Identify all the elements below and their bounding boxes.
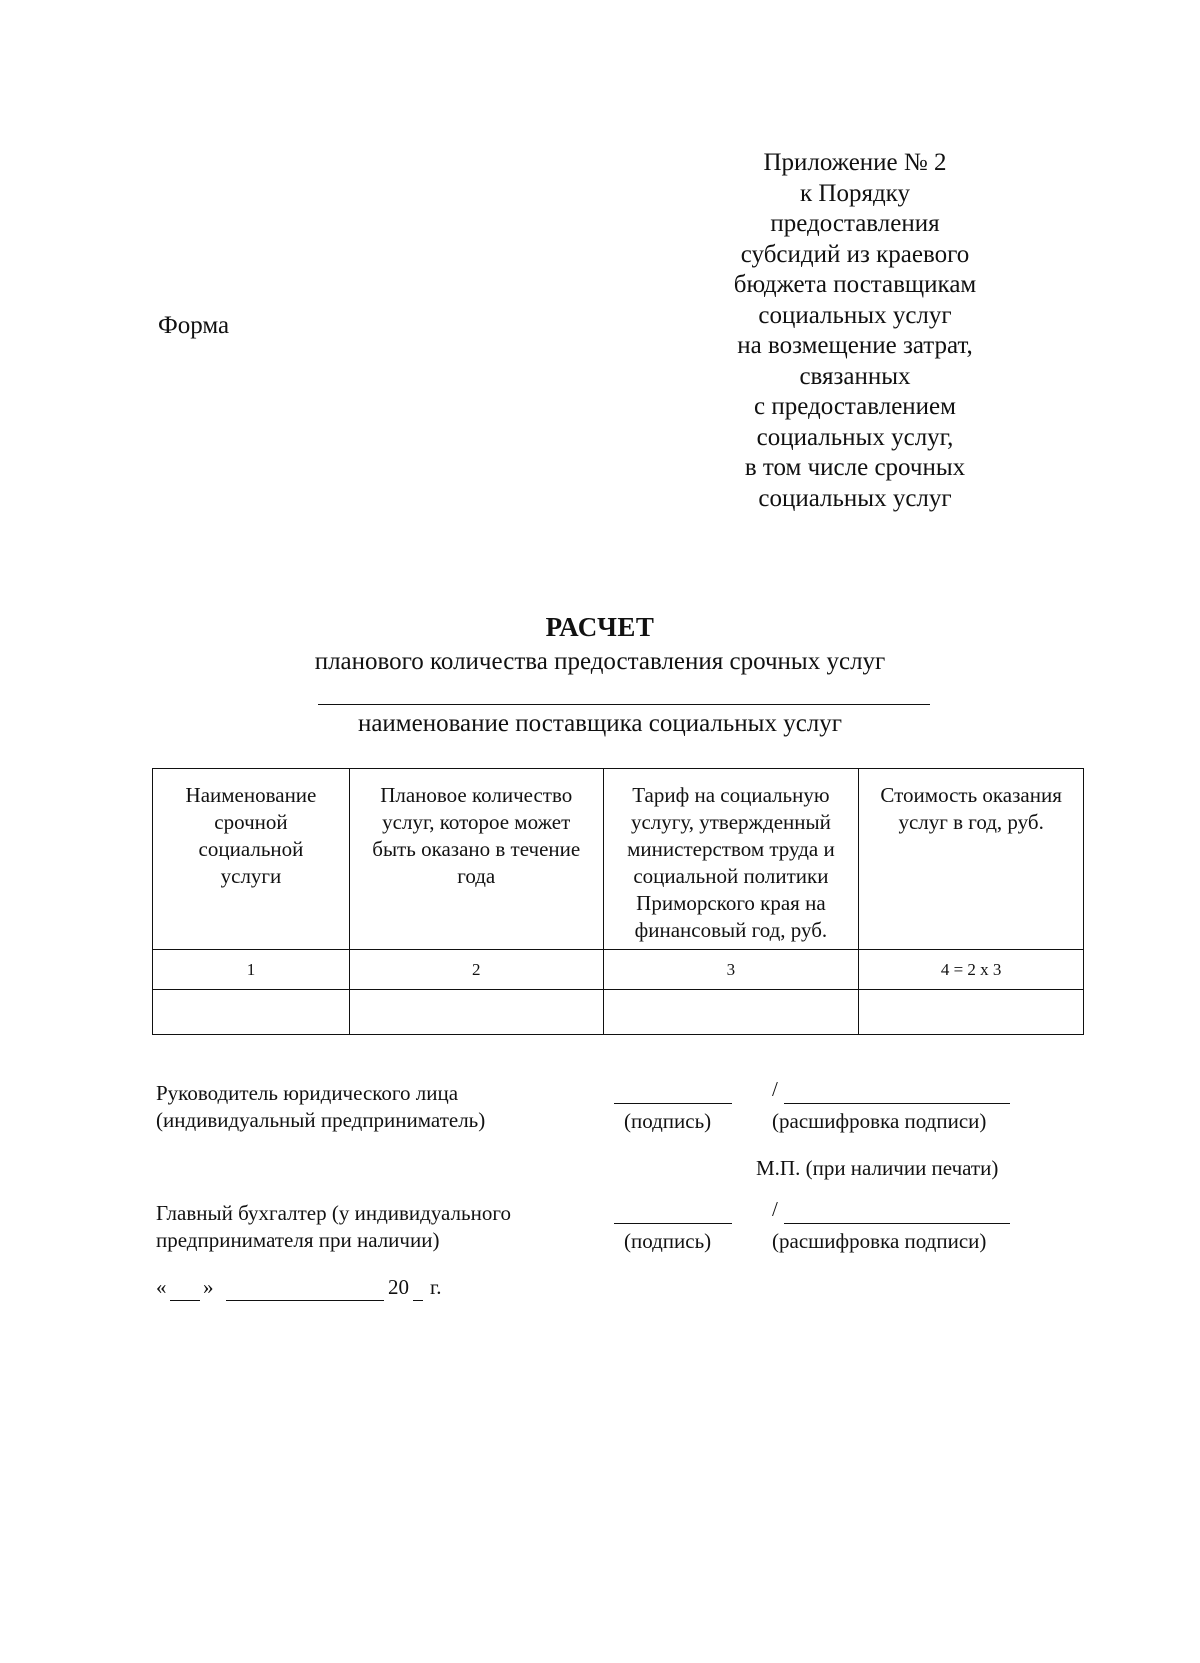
column-number: 1 <box>153 950 350 990</box>
appendix-block <box>680 148 1030 514</box>
table-cell-empty[interactable] <box>859 990 1084 1035</box>
head-label-line: (индивидуальный предприниматель) <box>156 1108 486 1132</box>
appendix-line: бюджета поставщикам <box>733 271 977 298</box>
column-number: 4 = 2 x 3 <box>859 950 1084 990</box>
header-cell-text: Тариф на социальную услугу, утвержденный министерством труда и социальной политики Приморского края на финансовый год, руб. <box>627 783 835 942</box>
head-decoding-blank[interactable] <box>784 1103 1010 1104</box>
date-day-blank[interactable] <box>170 1300 200 1301</box>
document-title: РАСЧЕТ <box>545 612 655 642</box>
header-service-name <box>153 769 350 950</box>
accountant-slash: / <box>772 1197 778 1221</box>
accountant-label-line: Главный бухгалтер (у индивидуального <box>156 1201 511 1225</box>
appendix-line: социальных услуг, <box>756 423 954 451</box>
header-annual-cost <box>859 769 1084 950</box>
date-year-blank[interactable] <box>413 1300 423 1301</box>
accountant-signature-caption: (подпись) <box>624 1229 712 1253</box>
head-decoding-caption: (расшифровка подписи) <box>772 1109 987 1133</box>
date-open-quote: « <box>156 1275 167 1299</box>
header-tariff <box>603 769 859 950</box>
table-cell-empty[interactable] <box>603 990 859 1035</box>
accountant-label-line: предпринимателя при наличии) <box>156 1228 440 1252</box>
accountant-label <box>156 1200 511 1254</box>
table-cell-empty[interactable] <box>349 990 603 1035</box>
date-year-prefix: 20 <box>388 1275 409 1299</box>
date-close-quote: » <box>203 1275 214 1299</box>
provider-name-fill-line[interactable] <box>318 704 930 705</box>
calculation-table <box>152 768 1084 1035</box>
head-label <box>156 1080 485 1134</box>
head-signature-caption: (подпись) <box>624 1109 712 1133</box>
table-header-row <box>153 769 1084 950</box>
appendix-line: на возмещение затрат, <box>737 332 973 359</box>
date-year-suffix: г. <box>430 1275 442 1299</box>
column-number: 2 <box>349 950 603 990</box>
appendix-line: Приложение № 2 <box>763 149 947 176</box>
table-row <box>153 950 1084 990</box>
document-subtitle: планового количества предоставления срочных услуг <box>314 648 886 675</box>
head-label-line: Руководитель юридического лица <box>156 1081 459 1105</box>
appendix-line: субсидий из краевого <box>740 240 970 268</box>
appendix-line: к Порядку <box>800 179 910 207</box>
appendix-line: социальных услуг <box>758 301 952 329</box>
column-number: 3 <box>603 950 859 990</box>
accountant-decoding-caption: (расшифровка подписи) <box>772 1229 987 1253</box>
table-cell-empty[interactable] <box>153 990 350 1035</box>
date-month-blank[interactable] <box>226 1300 384 1301</box>
header-planned-quantity <box>349 769 603 950</box>
head-slash: / <box>772 1077 778 1101</box>
form-label: Форма <box>158 312 230 339</box>
appendix-line: в том числе срочных <box>744 454 966 481</box>
appendix-line: предоставления <box>770 210 940 237</box>
accountant-decoding-blank[interactable] <box>784 1223 1010 1224</box>
head-signature-blank[interactable] <box>614 1103 732 1104</box>
table-row <box>153 990 1084 1035</box>
stamp-note: М.П. (при наличии печати) <box>756 1156 999 1180</box>
appendix-line: с предоставлением <box>754 393 956 420</box>
header-cell-text: Стоимость оказания услуг в год, руб. <box>880 783 1062 834</box>
appendix-line: социальных услуг <box>758 484 952 512</box>
provider-name-caption: наименование поставщика социальных услуг <box>357 710 843 737</box>
accountant-signature-blank[interactable] <box>614 1223 732 1224</box>
header-cell-text: Наименование срочной социальной услуги <box>185 783 317 888</box>
appendix-line: связанных <box>799 362 911 390</box>
header-cell-text: Плановое количество услуг, которое может быть оказано в течение года <box>372 783 581 888</box>
